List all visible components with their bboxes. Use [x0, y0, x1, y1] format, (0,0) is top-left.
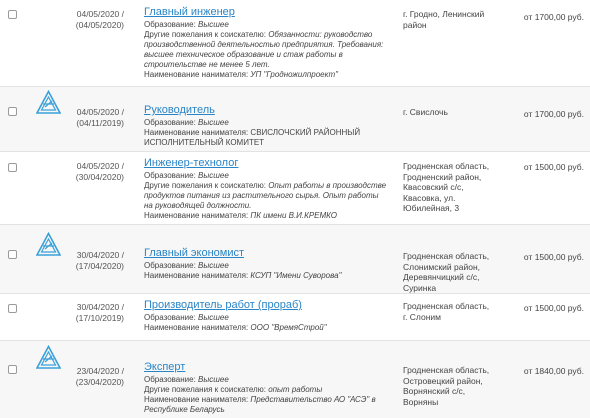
- row-checkbox[interactable]: [8, 10, 17, 19]
- employer-value: ООО "ВремяСтрой": [250, 323, 327, 332]
- date-cell: [64, 366, 124, 388]
- wishes-value: Обязанности: руководство производственной деятельностью предприятия. Требования: высшее техническое образование и стаж работы в строительстве не менее 5 лет.: [144, 30, 384, 69]
- salary-cell: от 1500,00 руб.: [523, 162, 584, 172]
- employer-line: [144, 70, 389, 80]
- date-updated: (30/04/2020): [75, 172, 124, 182]
- location-cell: Гродненская область, Слонимский район, Деревянчицкий с/с, Суринка: [403, 251, 490, 293]
- date-cell: [64, 9, 124, 31]
- education-label: Образование:: [144, 20, 196, 29]
- date-posted: 04/05/2020 /: [76, 161, 124, 171]
- wishes-label: Другие пожелания к соискателю:: [144, 30, 266, 39]
- education-line: [144, 261, 389, 271]
- employer-value: СВИСЛОЧСКИЙ РАЙОННЫЙ ИСПОЛНИТЕЛЬНЫЙ КОМИТЕТ: [144, 128, 361, 147]
- employer-label: Наименование нанимателя:: [144, 271, 249, 280]
- vacancy-info: [144, 361, 389, 415]
- salary-cell: от 1700,00 руб.: [523, 12, 584, 22]
- education-line: [144, 313, 389, 323]
- date-updated: (17/10/2019): [75, 313, 124, 323]
- education-value: Высшее: [198, 313, 229, 322]
- salary-cell: от 1700,00 руб.: [523, 109, 584, 119]
- table-row: [0, 294, 590, 340]
- education-value: Высшее: [198, 261, 229, 270]
- date-updated: (04/05/2020): [75, 20, 124, 30]
- wishes-value: Опыт работы в производстве продуктов питания из растительного сырья. Опыт работы на руководящей должности.: [144, 181, 387, 210]
- date-cell: [64, 250, 124, 272]
- date-updated: (23/04/2020): [75, 377, 124, 387]
- wishes-label: Другие пожелания к соискателю:: [144, 181, 266, 190]
- wishes-line: [144, 181, 389, 211]
- education-value: Высшее: [198, 118, 229, 127]
- employer-line: [144, 323, 389, 333]
- employer-value: Представительство АО "АСЭ" в Республике Беларусь: [144, 395, 376, 414]
- date-cell: [64, 107, 124, 129]
- salary-cell: от 1500,00 руб.: [523, 303, 584, 313]
- employer-value: УП "Гродножилпроект": [250, 70, 338, 79]
- row-checkbox[interactable]: [8, 365, 17, 374]
- vacancy-title-link[interactable]: Инженер-технолог: [144, 157, 239, 169]
- salary-cell: от 1840,00 руб.: [523, 366, 584, 376]
- wishes-line: [144, 385, 389, 395]
- education-line: [144, 171, 389, 181]
- vacancy-title-link[interactable]: Руководитель: [144, 104, 215, 116]
- education-label: Образование:: [144, 313, 196, 322]
- table-row: [0, 0, 590, 86]
- education-line: [144, 20, 389, 30]
- vacancy-info: [144, 299, 389, 333]
- vacancy-info: [144, 6, 389, 80]
- education-line: [144, 375, 389, 385]
- education-line: [144, 118, 389, 128]
- employer-logo-icon: [36, 232, 61, 257]
- vacancy-title-link[interactable]: Главный экономист: [144, 247, 245, 259]
- education-label: Образование:: [144, 118, 196, 127]
- employer-line: [144, 128, 389, 148]
- vacancy-title-link[interactable]: Главный инженер: [144, 6, 235, 18]
- vacancy-info: [144, 104, 389, 148]
- location-cell: г. Свислочь: [403, 107, 448, 117]
- date-updated: (17/04/2020): [75, 261, 124, 271]
- employer-label: Наименование нанимателя:: [144, 323, 249, 332]
- employer-value: ПК имени В.И.КРЕМКО: [250, 211, 338, 220]
- location-cell: г. Гродно, Ленинский район: [403, 9, 485, 30]
- education-label: Образование:: [144, 261, 196, 270]
- education-value: Высшее: [198, 171, 229, 180]
- date-posted: 04/05/2020 /: [76, 107, 124, 117]
- employer-line: [144, 395, 389, 415]
- date-cell: [64, 302, 124, 324]
- date-posted: 30/04/2020 /: [76, 250, 124, 260]
- location-cell: Гродненская область, г. Слоним: [403, 301, 490, 322]
- location-cell: Гродненская область, Островецкий район, Ворнянский с/с, Ворняны: [403, 365, 490, 407]
- vacancy-title-link[interactable]: Эксперт: [144, 361, 186, 373]
- vacancy-info: [144, 157, 389, 221]
- employer-line: [144, 211, 389, 221]
- date-posted: 30/04/2020 /: [76, 302, 124, 312]
- employer-label: Наименование нанимателя:: [144, 395, 249, 404]
- employer-label: Наименование нанимателя:: [144, 211, 249, 220]
- table-row: [0, 152, 590, 224]
- education-label: Образование:: [144, 171, 196, 180]
- date-posted: 23/04/2020 /: [76, 366, 124, 376]
- salary-cell: от 1500,00 руб.: [523, 252, 584, 262]
- date-updated: (04/11/2019): [76, 118, 124, 128]
- employer-logo-icon: [36, 90, 61, 115]
- education-label: Образование:: [144, 375, 196, 384]
- employer-logo-icon: [36, 345, 61, 370]
- location-cell: Гродненская область, Гродненский район, Квасовский с/с, Квасовка, ул. Юбилейная, 3: [403, 161, 490, 213]
- table-row: [0, 341, 590, 418]
- vacancy-title-link[interactable]: Производитель работ (прораб): [144, 299, 302, 311]
- row-checkbox[interactable]: [8, 304, 17, 313]
- employer-value: КСУП "Имени Суворова": [250, 271, 342, 280]
- date-cell: [64, 161, 124, 183]
- row-checkbox[interactable]: [8, 107, 17, 116]
- employer-label: Наименование нанимателя:: [144, 128, 249, 137]
- wishes-line: [144, 30, 389, 70]
- date-posted: 04/05/2020 /: [76, 9, 124, 19]
- table-row: [0, 87, 590, 151]
- row-checkbox[interactable]: [8, 250, 17, 259]
- row-checkbox[interactable]: [8, 163, 17, 172]
- education-value: Высшее: [198, 20, 229, 29]
- table-row: [0, 225, 590, 293]
- vacancy-info: [144, 247, 389, 281]
- education-value: Высшее: [198, 375, 229, 384]
- employer-line: [144, 271, 389, 281]
- wishes-label: Другие пожелания к соискателю:: [144, 385, 266, 394]
- employer-label: Наименование нанимателя:: [144, 70, 249, 79]
- wishes-value: опыт работы: [268, 385, 323, 394]
